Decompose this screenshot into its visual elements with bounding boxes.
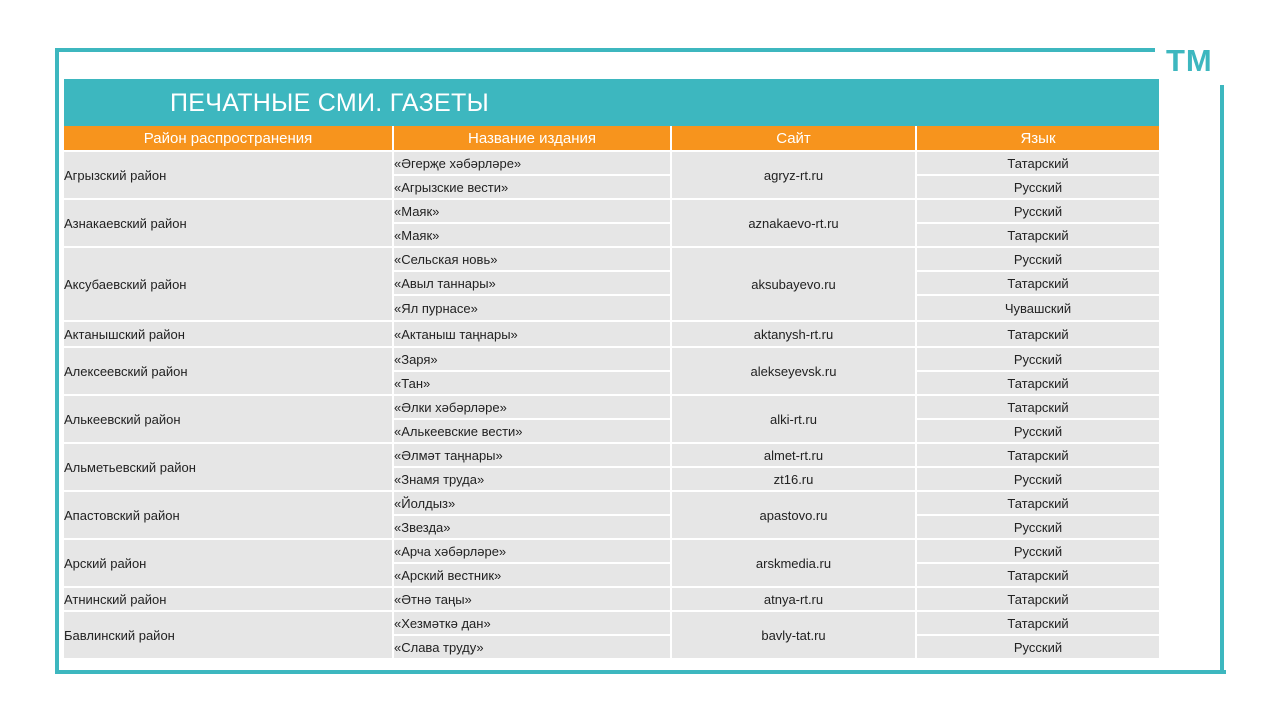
language-cell: Русский	[916, 247, 1159, 271]
header-language: Язык	[916, 126, 1159, 151]
table-row	[64, 611, 1159, 635]
slide-title: ПЕЧАТНЫЕ СМИ. ГАЗЕТЫ	[170, 89, 490, 117]
language-cell: Татарский	[916, 371, 1159, 395]
language-cell: Татарский	[916, 321, 1159, 347]
publication-cell: «Звезда»	[393, 515, 671, 539]
publication-cell: «Маяк»	[393, 199, 671, 223]
language-cell: Русский	[916, 347, 1159, 371]
language-cell: Русский	[916, 635, 1159, 658]
header-publication: Название издания	[393, 126, 671, 151]
table-row	[64, 151, 1159, 175]
district-cell: Аксубаевский район	[64, 247, 393, 321]
publication-cell: «Знамя труда»	[393, 467, 671, 491]
language-cell: Русский	[916, 467, 1159, 491]
table-row	[64, 443, 1159, 467]
language-cell: Татарский	[916, 223, 1159, 247]
district-cell: Актанышский район	[64, 321, 393, 347]
site-cell: aksubayevo.ru	[671, 247, 916, 321]
language-cell: Русский	[916, 419, 1159, 443]
publication-cell: «Актаныш таңнары»	[393, 321, 671, 347]
site-cell: aznakaevo-rt.ru	[671, 199, 916, 247]
language-cell: Русский	[916, 199, 1159, 223]
publication-cell: «Авыл таннары»	[393, 271, 671, 295]
language-cell: Татарский	[916, 395, 1159, 419]
header-district: Район распространения	[64, 126, 393, 151]
site-cell: zt16.ru	[671, 467, 916, 491]
frame-bottom-border	[55, 670, 1226, 674]
publication-cell: «Сельская новь»	[393, 247, 671, 271]
district-cell: Азнакаевский район	[64, 199, 393, 247]
table-row	[64, 247, 1159, 271]
publication-cell: «Хезмәткә дан»	[393, 611, 671, 635]
district-cell: Апастовский район	[64, 491, 393, 539]
table-body	[64, 151, 1159, 658]
language-cell: Русский	[916, 515, 1159, 539]
table-row	[64, 587, 1159, 611]
language-cell: Татарский	[916, 587, 1159, 611]
site-cell: apastovo.ru	[671, 491, 916, 539]
language-cell: Чувашский	[916, 295, 1159, 321]
publication-cell: «Әлки хәбәрләре»	[393, 395, 671, 419]
district-cell: Алексеевский район	[64, 347, 393, 395]
publication-cell: «Маяк»	[393, 223, 671, 247]
table-header-row	[64, 126, 1159, 151]
site-cell: atnya-rt.ru	[671, 587, 916, 611]
publication-cell: «Алькеевские вести»	[393, 419, 671, 443]
publication-cell: «Әтнә таңы»	[393, 587, 671, 611]
table-row	[64, 491, 1159, 515]
frame-left-border	[55, 48, 59, 674]
district-cell: Атнинский район	[64, 587, 393, 611]
language-cell: Татарский	[916, 271, 1159, 295]
language-cell: Татарский	[916, 563, 1159, 587]
publication-cell: «Заря»	[393, 347, 671, 371]
district-cell: Бавлинский район	[64, 611, 393, 658]
publication-cell: «Әгерҗе хәбәрләре»	[393, 151, 671, 175]
site-cell: aktanysh-rt.ru	[671, 321, 916, 347]
publication-cell: «Тан»	[393, 371, 671, 395]
district-cell: Арский район	[64, 539, 393, 587]
frame-right-border	[1220, 85, 1224, 674]
language-cell: Татарский	[916, 611, 1159, 635]
publication-cell: «Әлмәт таңнары»	[393, 443, 671, 467]
language-cell: Татарский	[916, 151, 1159, 175]
site-cell: almet-rt.ru	[671, 443, 916, 467]
newspapers-table	[64, 126, 1159, 658]
language-cell: Русский	[916, 539, 1159, 563]
table-row	[64, 199, 1159, 223]
publication-cell: «Арский вестник»	[393, 563, 671, 587]
language-cell: Русский	[916, 175, 1159, 199]
table-row	[64, 539, 1159, 563]
site-cell: alekseyevsk.ru	[671, 347, 916, 395]
table-row	[64, 347, 1159, 371]
table-row	[64, 321, 1159, 347]
publication-cell: «Слава труду»	[393, 635, 671, 658]
site-cell: alki-rt.ru	[671, 395, 916, 443]
site-cell: agryz-rt.ru	[671, 151, 916, 199]
frame-top-border	[55, 48, 1155, 52]
publication-cell: «Ял пурнасе»	[393, 295, 671, 321]
site-cell: bavly-tat.ru	[671, 611, 916, 658]
district-cell: Алькеевский район	[64, 395, 393, 443]
district-cell: Альметьевский район	[64, 443, 393, 491]
district-cell: Агрызский район	[64, 151, 393, 199]
header-site: Сайт	[671, 126, 916, 151]
tm-logo: ТМ	[1166, 43, 1213, 78]
site-cell: arskmedia.ru	[671, 539, 916, 587]
language-cell: Татарский	[916, 491, 1159, 515]
language-cell: Татарский	[916, 443, 1159, 467]
publication-cell: «Агрызские вести»	[393, 175, 671, 199]
title-bar	[64, 79, 1159, 126]
table-row	[64, 395, 1159, 419]
publication-cell: «Йолдыз»	[393, 491, 671, 515]
publication-cell: «Арча хәбәрләре»	[393, 539, 671, 563]
